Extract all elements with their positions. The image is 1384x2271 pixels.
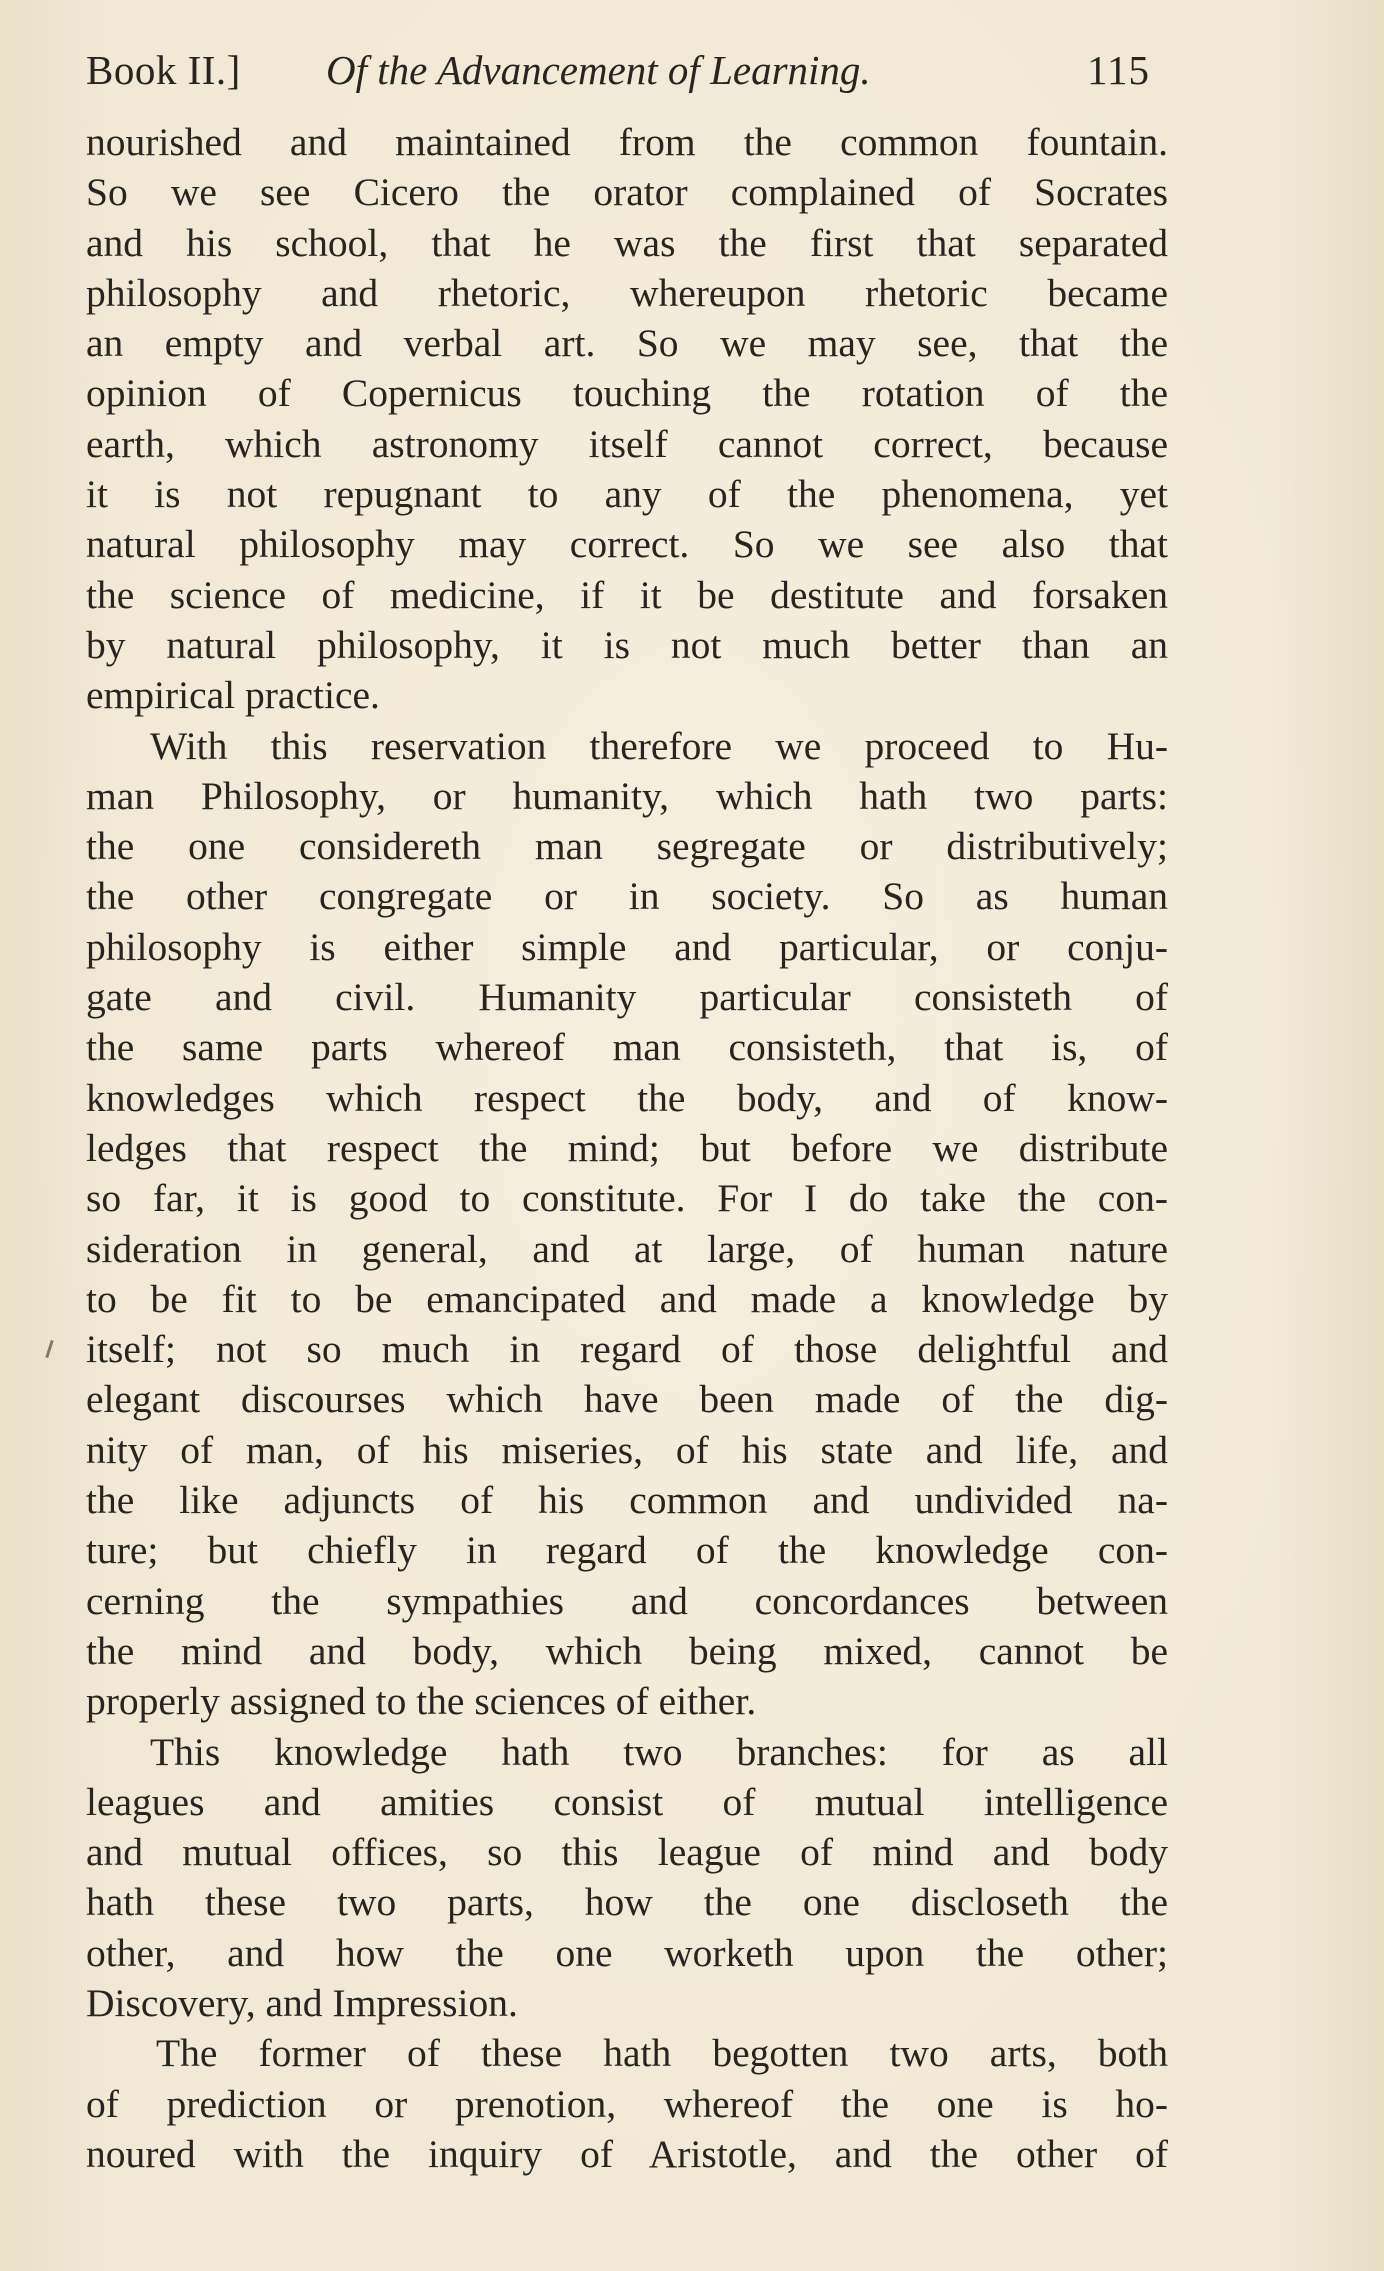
text-line: by natural philosophy, it is not much better than an <box>86 622 1168 667</box>
paragraph-start-line: This knowledge hath two branches: for as all <box>150 1729 1168 1774</box>
header-book: Book II.] <box>86 47 241 93</box>
text-line: itself; not so much in regard of those delightful and <box>86 1327 1168 1372</box>
text-line: elegant discourses which have been made of the dig- <box>86 1377 1168 1422</box>
margin-pencil-mark <box>45 1340 53 1358</box>
text-line: nity of man, of his miseries, of his state and life, and <box>86 1427 1168 1472</box>
text-line: and mutual offices, so this league of mind and body <box>86 1830 1168 1875</box>
text-line: the other congregate or in society. So as human <box>86 874 1168 919</box>
text-line: philosophy is either simple and particular, or conju- <box>86 924 1168 969</box>
text-line: So we see Cicero the orator complained of Socrates <box>86 170 1168 215</box>
text-line: gate and civil. Humanity particular consisteth of <box>86 975 1168 1020</box>
header-title: Of the Advancement of Learning. <box>326 47 871 93</box>
text-line: of prediction or prenotion, whereof the one is ho- <box>86 2081 1168 2126</box>
body-text <box>86 117 1168 2179</box>
text-line: opinion of Copernicus touching the rotation of the <box>86 371 1168 416</box>
paragraph-start-line: With this reservation therefore we proceed to Hu- <box>150 723 1168 768</box>
text-line: it is not repugnant to any of the phenomena, yet <box>86 472 1168 517</box>
text-line: ture; but chiefly in regard of the knowledge con- <box>86 1528 1168 1573</box>
text-line: other, and how the one worketh upon the other; <box>86 1930 1168 1975</box>
text-line: leagues and amities consist of mutual intelligence <box>86 1779 1168 1824</box>
text-line: earth, which astronomy itself cannot correct, because <box>86 421 1168 466</box>
text-line: sideration in general, and at large, of human nature <box>86 1226 1168 1271</box>
text-line: man Philosophy, or humanity, which hath two parts: <box>86 773 1168 818</box>
text-line: the same parts whereof man consisteth, that is, of <box>86 1025 1168 1070</box>
text-line: hath these two parts, how the one discloseth the <box>86 1880 1168 1925</box>
text-line: empirical practice. <box>86 673 380 718</box>
text-line: knowledges which respect the body, and of know- <box>86 1075 1168 1120</box>
show-through-text <box>1245 315 1355 349</box>
text-line: the like adjuncts of his common and undivided na- <box>86 1478 1168 1523</box>
text-line: philosophy and rhetoric, whereupon rhetoric became <box>86 270 1168 315</box>
text-line: Discovery, and Impression. <box>86 1980 518 2025</box>
page-number: 115 <box>1087 47 1150 93</box>
text-line: natural philosophy may correct. So we see also that <box>86 522 1168 567</box>
text-line: the science of medicine, if it be destitute and forsaken <box>86 572 1168 617</box>
running-header <box>86 40 1151 100</box>
text-line: properly assigned to the sciences of either. <box>86 1679 757 1724</box>
text-line: nourished and maintained from the common fountain. <box>86 120 1168 164</box>
paragraph-start-line: The former of these hath begotten two arts, both <box>156 2031 1168 2076</box>
text-line: to be fit to be emancipated and made a knowledge by <box>86 1276 1168 1321</box>
text-line: cerning the sympathies and concordances between <box>86 1578 1168 1623</box>
text-line: so far, it is good to constitute. For I do take the con- <box>86 1176 1168 1221</box>
text-line: noured with the inquiry of Aristotle, and the other of <box>86 2131 1168 2176</box>
text-line: an empty and verbal art. So we may see, that the <box>86 321 1168 366</box>
text-line: and his school, that he was the first that separated <box>86 220 1168 265</box>
text-line: the one considereth man segregate or distributively; <box>86 824 1168 869</box>
text-line: ledges that respect the mind; but before we distribute <box>86 1125 1168 1170</box>
text-line: the mind and body, which being mixed, cannot be <box>86 1628 1168 1673</box>
